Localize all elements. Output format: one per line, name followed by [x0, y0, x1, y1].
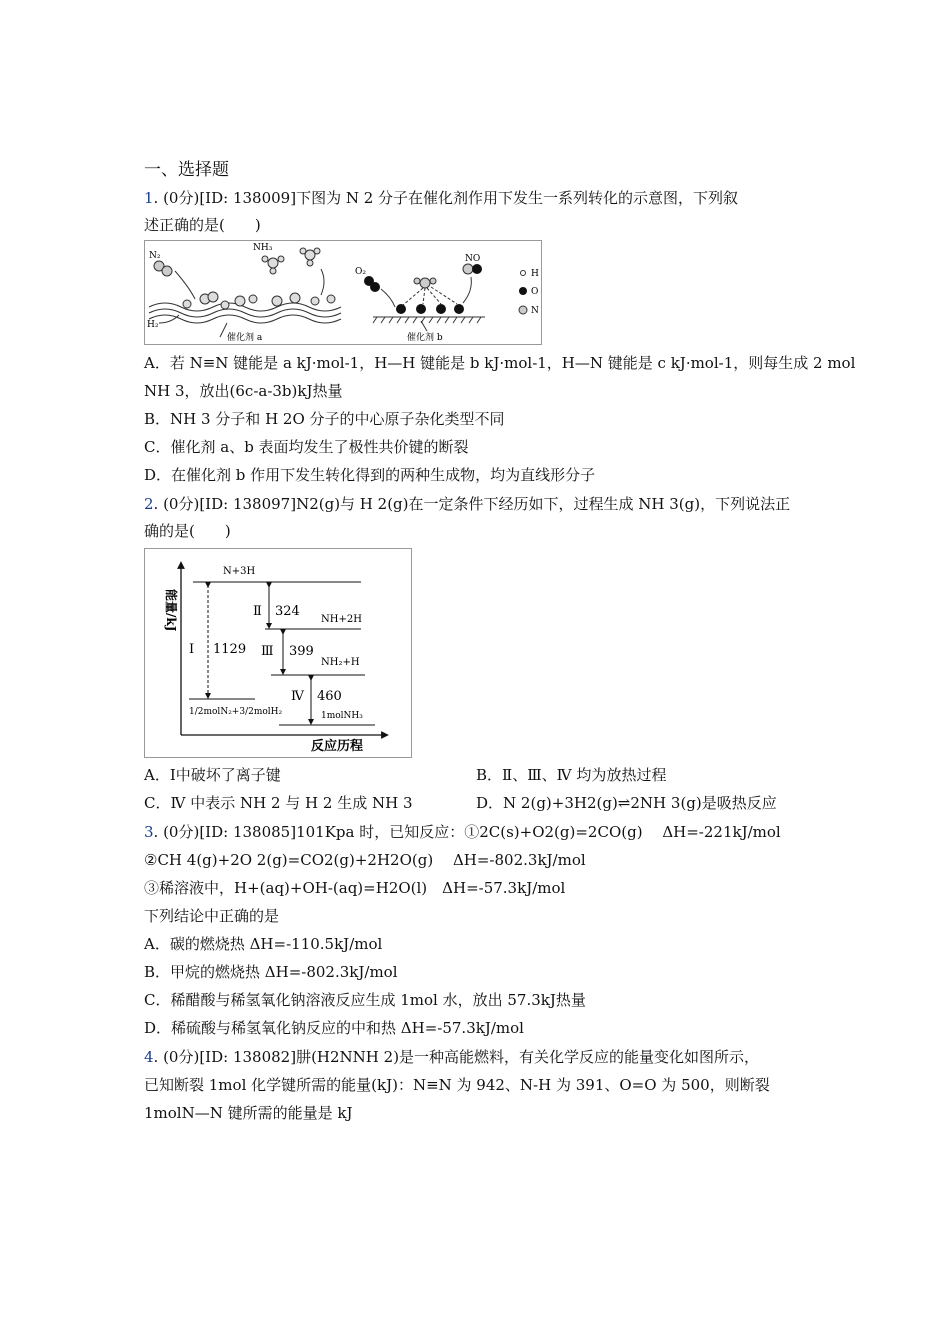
step4-value: 460 [317, 689, 342, 704]
legend-n: N [531, 306, 539, 316]
q1-number[interactable]: 1 [144, 189, 154, 207]
label-nh3: NH₃ [253, 243, 273, 253]
q1-figure-svg [145, 241, 541, 344]
q1-option-c[interactable]: C．催化剂 a、b 表面均发生了极性共价键的断裂 [144, 438, 469, 456]
q4-stem-line3: 1molN—N 键所需的能量是 kJ [144, 1104, 353, 1122]
arrow-h2 [159, 315, 179, 323]
nh3-on-b [414, 278, 436, 288]
step3-label: Ⅲ [261, 644, 274, 659]
step2-value: 324 [275, 604, 300, 619]
q3-option-b[interactable]: B．甲烷的燃烧热 ΔH=-802.3kJ/mol [144, 963, 398, 981]
q1-stem-line2: 述正确的是( ) [144, 216, 261, 234]
arrow-nh3 [321, 269, 324, 295]
q3-stem-line3: ③稀溶液中，H+(aq)+OH-(aq)=H2O(l) ΔH=-57.3kJ/mol [144, 879, 566, 897]
legend-n-icon [519, 306, 527, 314]
catalyst-b-atoms [396, 304, 464, 314]
step2-label: Ⅱ [253, 604, 262, 619]
q3-option-c[interactable]: C．稀醋酸与稀氢氧化钠溶液反应生成 1mol 水，放出 57.3kJ热量 [144, 991, 586, 1009]
q2-stem-line2: 确的是( ) [144, 522, 231, 540]
q1-option-d[interactable]: D．在催化剂 b 作用下发生转化得到的两种生成物，均为直线形分子 [144, 466, 596, 484]
legend-h: H [531, 269, 539, 279]
label-catalyst-b: 催化剂 b [407, 333, 443, 343]
label-n2: N₂ [149, 251, 161, 261]
q1-option-a-line1[interactable]: A．若 N≡N 键能是 a kJ·mol-1，H—H 键能是 b kJ·mol-1，H—N 键能是 c kJ·mol-1，则每生成 2 mol [144, 354, 856, 372]
y-axis-label: 能量/kJ [164, 589, 178, 632]
q2-option-a[interactable]: A．Ⅰ中破坏了离子键 [144, 766, 281, 784]
step1-label: Ⅰ [189, 642, 195, 657]
q1-figure [144, 240, 542, 345]
catalyst-b-hatching [373, 317, 481, 323]
arrow-n2 [175, 271, 195, 299]
q1-stem-text: . (0分)[ID: 138009]下图为 N 2 分子在催化剂作用下发生一系列转化的示意图，下列叙 [153, 189, 739, 207]
legend-o: O [531, 287, 539, 297]
legend-o-icon [519, 287, 527, 295]
o2-molecule [364, 276, 380, 292]
catalyst-a-molecules [183, 292, 335, 309]
no-o-atom [472, 264, 482, 274]
pointer-a [220, 323, 227, 337]
q2-energy-diagram [144, 548, 412, 758]
step1-value: 1129 [213, 642, 247, 657]
q3-number[interactable]: 3 [144, 823, 154, 841]
label-no: NO [465, 254, 481, 264]
q3-option-a[interactable]: A．碳的燃烧热 ΔH=-110.5kJ/mol [144, 935, 383, 953]
q4-stem-line2: 已知断裂 1mol 化学键所需的能量(kJ)：N≡N 为 942、N-H 为 391、O=O 为 500，则断裂 [144, 1076, 770, 1094]
label-top-level: N+3H [223, 566, 256, 577]
catalyst-a-surface [149, 303, 341, 323]
step3-value: 399 [289, 644, 314, 659]
q3-stem-line4: 下列结论中正确的是 [144, 907, 280, 925]
legend-h-icon [521, 271, 526, 276]
no-n-atom [463, 264, 473, 274]
q3-stem-line1 [144, 822, 781, 842]
q2-stem-text: . (0分)[ID: 138097]N2(g)与 H 2(g)在一定条件下经历如下，过程生成 NH 3(g)，下列说法正 [153, 495, 791, 513]
label-h2: H₂ [147, 320, 159, 330]
q2-number[interactable]: 2 [144, 495, 154, 513]
label-nh-2h: NH+2H [321, 614, 362, 625]
q4-stem-line1 [144, 1047, 759, 1067]
q3-stem-line2: ②CH 4(g)+2O 2(g)=CO2(g)+2H2O(g) ΔH=-802.3kJ/mol [144, 851, 586, 869]
label-nh3: 1molNH₃ [321, 711, 363, 721]
q4-stem-text: . (0分)[ID: 138082]肼(H2NNH 2)是一种高能燃料，有关化学反应的能量变化如图所示， [153, 1048, 760, 1066]
arrow-no [463, 277, 471, 303]
q1-option-b[interactable]: B．NH 3 分子和 H 2O 分子的中心原子杂化类型不同 [144, 410, 505, 428]
q1-option-a-line2[interactable]: NH 3，放出(6c-a-3b)kJ热量 [144, 382, 343, 400]
label-reactants: 1/2molN₂+3/2molH₂ [189, 707, 283, 717]
arrow-o2 [381, 289, 395, 307]
x-axis-label: 反应历程 [311, 739, 364, 754]
q2-option-d[interactable]: D．N 2(g)+3H2(g)⇌2NH 3(g)是吸热反应 [476, 794, 777, 812]
section-title: 一、选择题 [144, 160, 229, 180]
step4-label: Ⅳ [291, 689, 304, 704]
label-catalyst-a: 催化剂 a [227, 333, 263, 343]
q2-diagram-svg [145, 549, 411, 757]
q4-number[interactable]: 4 [144, 1048, 154, 1066]
label-nh2-h: NH₂+H [321, 657, 360, 668]
q2-stem-line1 [144, 494, 790, 514]
q1-stem-line1 [144, 188, 738, 208]
q3-option-d[interactable]: D．稀硫酸与稀氢氧化钠反应的中和热 ΔH=-57.3kJ/mol [144, 1019, 524, 1037]
label-o2: O₂ [355, 267, 366, 277]
q2-option-b[interactable]: B．Ⅱ、Ⅲ、Ⅳ 均为放热过程 [476, 766, 667, 784]
q3-stem-text: . (0分)[ID: 138085]101Kpa 时，已知反应：①2C(s)+O2(g)=2CO(g) ΔH=-221kJ/mol [153, 823, 781, 841]
n2-molecule [154, 261, 172, 276]
dashed-bonds [403, 287, 457, 305]
q2-option-c[interactable]: C．Ⅳ 中表示 NH 2 与 H 2 生成 NH 3 [144, 794, 413, 812]
pointer-b [421, 321, 427, 331]
